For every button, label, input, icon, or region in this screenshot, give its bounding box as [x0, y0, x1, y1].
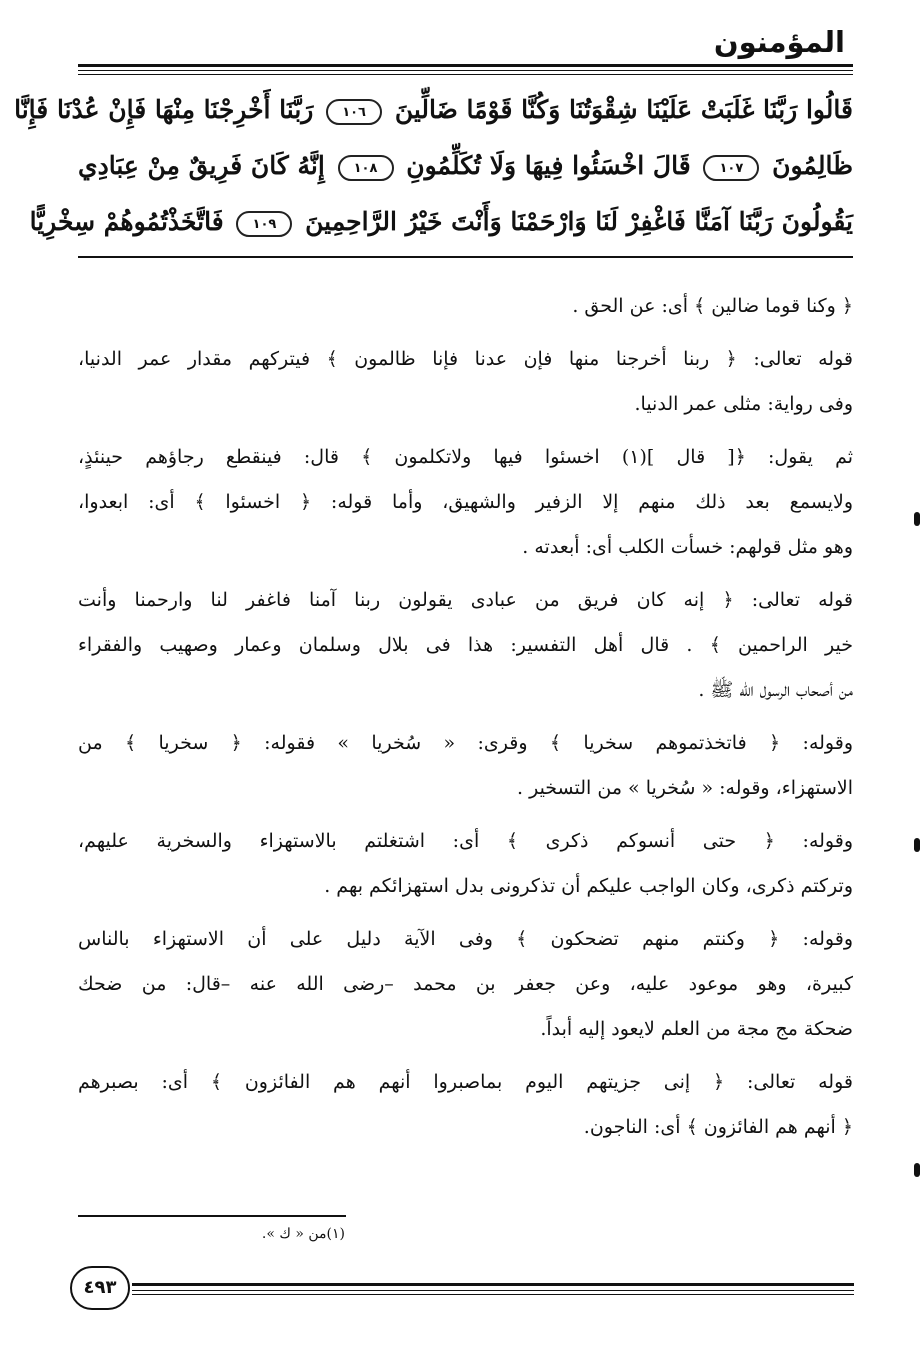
text-line: وقوله: ﴿ حتى أنسوكم ذكرى ﴾ أى: اشتغلتم بالاستهزاء والسخرية عليهم،	[78, 830, 853, 852]
header-rule-thin	[78, 74, 853, 75]
commentary-paragraph	[78, 819, 853, 909]
verse-text: قَالَ اخْسَئُوا فِيهَا وَلَا تُكَلِّمُونِ	[406, 151, 691, 180]
ayah-number-marker: ١٠٨	[338, 155, 394, 181]
text-line: وفى رواية: مثلى عمر الدنيا.	[634, 393, 853, 415]
verse-text: إِنَّهُ كَانَ فَرِيقٌ مِنْ عِبَادِي	[78, 151, 325, 180]
commentary-paragraph	[78, 917, 853, 1052]
text-line: كبيرة، وهو موعود عليه، وعن جعفر بن محمد –رضى الله عنه –قال: من ضحك	[78, 973, 853, 995]
footnote: (١)من « ك ».	[261, 1226, 345, 1242]
text-line: ضحكة مج مجة من العلم لايعود إليه أبداً.	[540, 1018, 853, 1040]
ayah-number-marker: ١٠٦	[326, 99, 382, 125]
text-line: وتركتم ذكرى، وكان الواجب عليكم أن تذكرونى بدل استهزائكم بهم .	[324, 875, 853, 897]
text-line: وقوله: ﴿ وكنتم منهم تضحكون ﴾ وفى الآية دليل على أن الاستهزاء بالناس	[78, 928, 853, 950]
scan-edge-mark	[914, 1163, 920, 1177]
commentary-paragraph	[78, 1060, 853, 1150]
footer-rule-thick	[132, 1283, 854, 1286]
verse-line	[14, 82, 853, 138]
commentary-paragraph	[78, 284, 853, 329]
header-rule-thin	[78, 70, 853, 71]
text-line: وهو مثل قولهم: خسأت الكلب أى: أبعدته .	[522, 536, 853, 558]
verse-text: فَاتَّخَذْتُمُوهُمْ سِخْرِيًّا	[29, 207, 224, 236]
verse-text: يَقُولُونَ رَبَّنَا آمَنَّا فَاغْفِرْ لَنَا وَارْحَمْنَا وَأَنْتَ خَيْرُ الرَّاحِمِينَ	[305, 207, 853, 236]
verse-text: قَالُوا رَبَّنَا غَلَبَتْ عَلَيْنَا شِقْوَتُنَا وَكُنَّا قَوْمًا ضَالِّينَ	[394, 95, 853, 124]
commentary-paragraph	[78, 578, 853, 713]
text-line: ولايسمع بعد ذلك منهم إلا الزفير والشهيق، وأما قوله: ﴿ اخسئوا ﴾ أى: ابعدوا،	[78, 491, 853, 513]
commentary-paragraph	[78, 337, 853, 427]
scan-edge-mark	[914, 512, 920, 526]
verses-bottom-rule	[78, 256, 853, 258]
text-line: ﴿ أنهم هم الفائزون ﴾ أى: الناجون.	[583, 1116, 853, 1138]
page-number: ٤٩٣	[70, 1266, 130, 1310]
text-line: وقوله: ﴿ فاتخذتموهم سخريا ﴾ وقرى: « سُخريا » فقوله: ﴿ سخريا ﴾ من	[78, 732, 853, 754]
ayah-number-marker: ١٠٩	[236, 211, 292, 237]
ayah-number-marker: ١٠٧	[703, 155, 759, 181]
commentary-body	[78, 284, 853, 1158]
text-line: خير الراحمين ﴾ . قال أهل التفسير: هذا فى بلال وسلمان وعمار وصهيب والفقراء	[78, 634, 853, 656]
commentary-paragraph	[78, 435, 853, 570]
text-line: ﴿ وكنا قوما ضالين ﴾ أى: عن الحق .	[572, 295, 853, 317]
verse-text: ظَالِمُونَ	[772, 151, 853, 180]
header-rule-thick	[78, 64, 853, 67]
surah-title: المؤمنون	[713, 25, 845, 59]
quran-verses	[14, 82, 853, 250]
commentary-paragraph	[78, 721, 853, 811]
text-line: الاستهزاء، وقوله: « سُخريا » من التسخير .	[517, 777, 853, 799]
text-line: من أصحاب الرسول الله ﷺ .	[698, 679, 853, 701]
footnote-separator	[78, 1215, 346, 1217]
text-line: قوله تعالى: ﴿ إنه كان فريق من عبادى يقولون ربنا آمنا فاغفر لنا وارحمنا وأنت	[78, 589, 853, 611]
scan-edge-mark	[914, 838, 920, 852]
verse-line	[29, 194, 853, 250]
text-line: قوله تعالى: ﴿ إنى جزيتهم اليوم بماصبروا أنهم هم الفائزون ﴾ أى: بصبرهم	[78, 1071, 853, 1093]
verse-text: رَبَّنَا أَخْرِجْنَا مِنْهَا فَإِنْ عُدْنَا فَإِنَّا	[14, 95, 314, 124]
text-line: قوله تعالى: ﴿ ربنا أخرجنا منها فإن عدنا فإنا ظالمون ﴾ فيتركهم مقدار عمر الدنيا،	[78, 348, 853, 370]
text-line: ثم يقول: ﴿[ قال ](١) اخسئوا فيها ولاتكلمون ﴾ قال: فينقطع رجاؤهم حينئذٍ،	[78, 446, 853, 468]
footer-rule-thin	[132, 1294, 854, 1295]
footer-rule-thin	[132, 1290, 854, 1291]
verse-line	[78, 138, 853, 194]
